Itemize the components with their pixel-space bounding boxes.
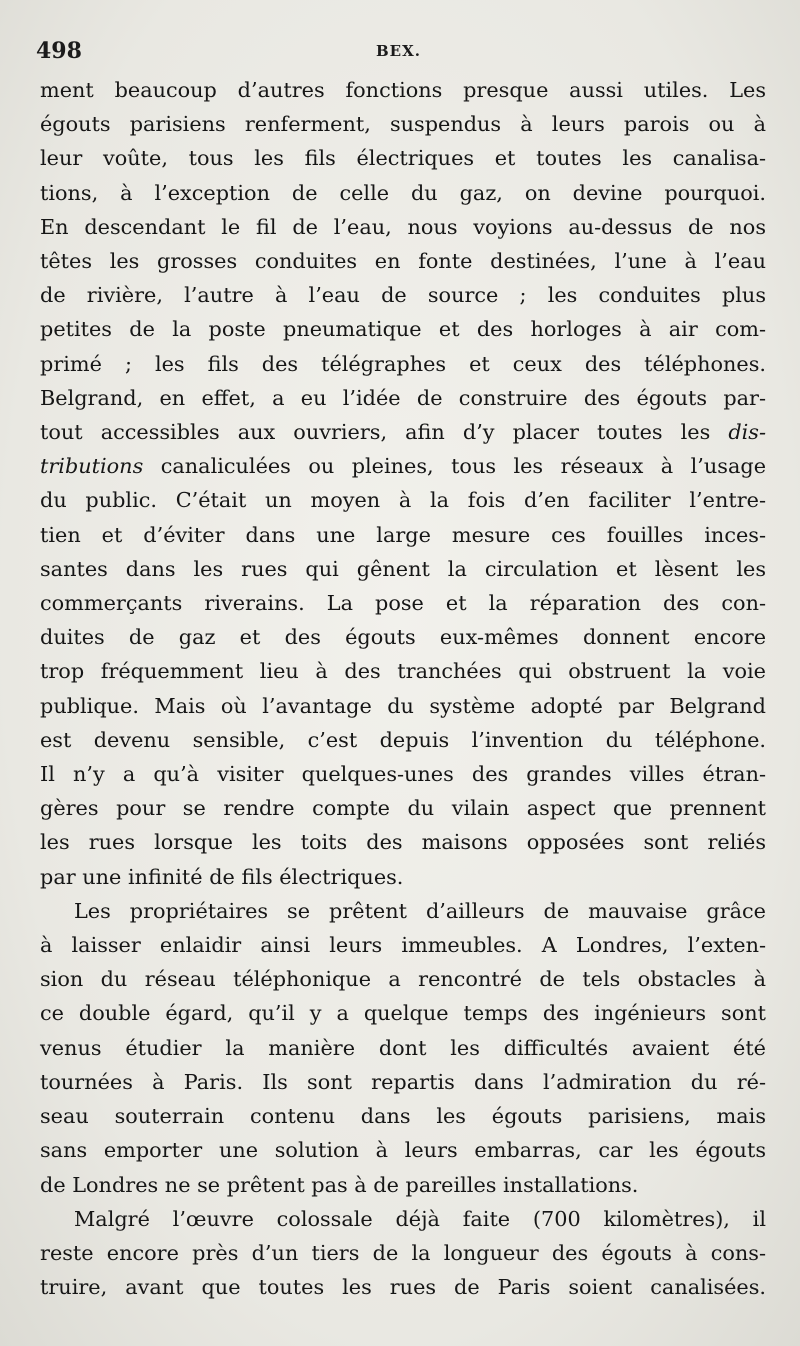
text-line: Il n’y a qu’à visiter quelques-unes des grandes villes étran- <box>40 762 766 787</box>
text-line: les rues lorsque les toits des maisons opposées sont reliés <box>40 830 766 855</box>
text-line: de Londres ne se prêtent pas à de pareilles installations. <box>40 1172 639 1197</box>
text-line: égouts parisiens renferment, suspendus à leurs parois ou à <box>40 112 766 137</box>
text-line: petites de la poste pneumatique et des horloges à air com- <box>40 317 766 342</box>
text-line: truire, avant que toutes les rues de Paris soient canalisées. <box>40 1275 766 1300</box>
text-line: par une infinité de fils électriques. <box>40 864 404 889</box>
text-line: du public. C’était un moyen à la fois d’en faciliter l’entre- <box>40 488 766 513</box>
text-line: commerçants riverains. La pose et la réparation des con- <box>40 591 766 616</box>
text-line: Malgré l’œuvre colossale déjà faite (700 kilomètres), il <box>74 1206 766 1231</box>
body-text <box>40 73 766 1304</box>
text-line: à laisser enlaidir ainsi leurs immeubles. A Londres, l’exten- <box>40 933 766 958</box>
text-line: de rivière, l’autre à l’eau de source ; les conduites plus <box>40 283 766 308</box>
page-header <box>36 38 756 68</box>
text-line: reste encore près d’un tiers de la longueur des égouts à cons- <box>40 1240 766 1265</box>
text-line: santes dans les rues qui gênent la circulation et lèsent les <box>40 556 766 581</box>
paragraph-3 <box>40 1202 766 1305</box>
italic-word: dis- <box>728 420 766 445</box>
text-line: primé ; les fils des télégraphes et ceux des téléphones. <box>40 351 766 376</box>
text-line-with-italic <box>40 415 766 449</box>
text-line: tournées à Paris. Ils sont repartis dans l’admiration du ré- <box>40 1069 766 1094</box>
text-line: seau souterrain contenu dans les égouts parisiens, mais <box>40 1104 766 1129</box>
text-line: venus étudier la manière dont les difficultés avaient été <box>40 1035 766 1060</box>
text-line: ment beaucoup d’autres fonctions presque aussi utiles. Les <box>40 78 766 102</box>
text-line: gères pour se rendre compte du vilain aspect que prennent <box>40 796 766 821</box>
text-line: duites de gaz et des égouts eux-mêmes donnent encore <box>40 625 766 650</box>
text-line: est devenu sensible, c’est depuis l’invention du téléphone. <box>40 727 766 752</box>
text-line: trop fréquemment lieu à des tranchées qui obstruent la voie <box>40 659 766 684</box>
text-line: sion du réseau téléphonique a rencontré de tels obstacles à <box>40 967 766 992</box>
text-line: ce double égard, qu’il y a quelque temps des ingénieurs sont <box>40 1001 766 1026</box>
text-line: Les propriétaires se prêtent d’ailleurs de mauvaise grâce <box>74 898 766 923</box>
text-segment: tout accessibles aux ouvriers, afin d’y placer toutes les <box>40 420 729 445</box>
text-line: sans emporter une solution à leurs embarras, car les égouts <box>40 1138 766 1163</box>
page-number: 498 <box>36 38 82 64</box>
text-line: tien et d’éviter dans une large mesure ces fouilles inces- <box>40 522 766 547</box>
running-head: BEX. <box>376 42 421 60</box>
italic-word: tributions <box>40 454 144 479</box>
text-line: En descendant le fil de l’eau, nous voyions au-dessus de nos <box>40 214 766 239</box>
paragraph-2 <box>40 894 766 1202</box>
text-segment: canaliculées ou pleines, tous les réseaux à l’usage <box>143 454 766 479</box>
text-line-with-italic <box>40 449 766 483</box>
text-line: publique. Mais où l’avantage du système adopté par Belgrand <box>40 693 766 718</box>
text-line: tions, à l’exception de celle du gaz, on devine pourquoi. <box>40 180 766 205</box>
paragraph-1 <box>40 73 766 894</box>
text-line: Belgrand, en effet, a eu l’idée de construire des égouts par- <box>40 385 766 410</box>
text-line: leur voûte, tous les fils électriques et toutes les canalisa- <box>40 146 766 171</box>
text-line: têtes les grosses conduites en fonte destinées, l’une à l’eau <box>40 249 766 274</box>
